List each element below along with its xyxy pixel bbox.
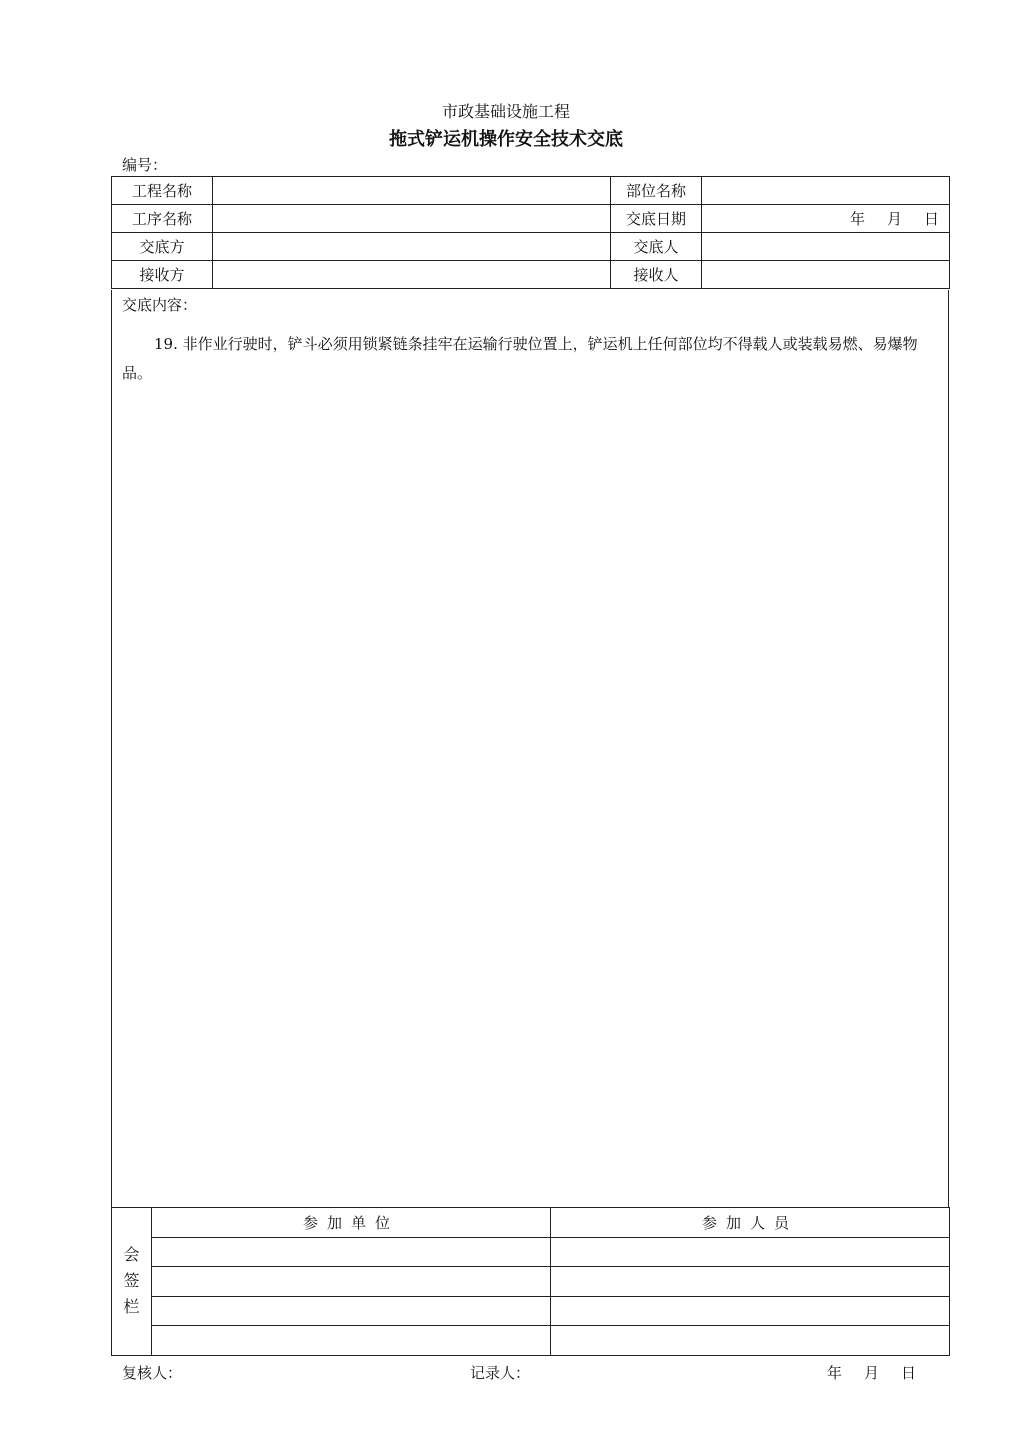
unit-cell[interactable] xyxy=(152,1326,551,1356)
table-row xyxy=(112,1267,950,1297)
code-label: 编号： xyxy=(122,156,168,174)
content-area xyxy=(111,290,949,1207)
table-row xyxy=(112,261,950,289)
receiver-party-field[interactable] xyxy=(213,261,611,289)
doc-title: 拖式铲运机操作安全技术交底 xyxy=(389,129,623,150)
receiver-label: 接收人 xyxy=(611,261,702,289)
table-row xyxy=(112,205,950,233)
receiver-field[interactable] xyxy=(702,261,950,289)
person-cell[interactable] xyxy=(551,1326,950,1356)
reviewer-label: 复核人： xyxy=(122,1364,183,1382)
unit-header: 参加单位 xyxy=(152,1208,551,1238)
footer-month: 月 xyxy=(864,1364,880,1382)
side-char-3: 栏 xyxy=(123,1297,140,1317)
unit-cell[interactable] xyxy=(152,1237,551,1267)
discloser-label: 交底人 xyxy=(611,233,702,261)
side-char-2: 签 xyxy=(123,1271,140,1291)
table-row xyxy=(112,177,950,205)
table-row xyxy=(112,1208,950,1238)
footer-date xyxy=(827,1362,916,1383)
signoff-side-label xyxy=(112,1208,152,1356)
table-row xyxy=(112,233,950,261)
footer-year: 年 xyxy=(827,1364,843,1382)
date-month: 月 xyxy=(886,210,902,228)
date-day: 日 xyxy=(923,210,939,228)
info-table xyxy=(111,176,950,289)
table-row xyxy=(112,1237,950,1267)
part-name-field[interactable] xyxy=(702,177,950,205)
discloser-party-label: 交底方 xyxy=(112,233,213,261)
discloser-field[interactable] xyxy=(702,233,950,261)
doc-subtitle: 市政基础设施工程 xyxy=(441,102,570,121)
process-name-label: 工序名称 xyxy=(112,205,213,233)
table-row xyxy=(112,1326,950,1356)
project-name-field[interactable] xyxy=(213,177,611,205)
date-label: 交底日期 xyxy=(611,205,702,233)
project-name-label: 工程名称 xyxy=(112,177,213,205)
process-name-field[interactable] xyxy=(213,205,611,233)
receiver-party-label: 接收方 xyxy=(112,261,213,289)
footer-day: 日 xyxy=(901,1364,917,1382)
person-cell[interactable] xyxy=(551,1237,950,1267)
recorder-label: 记录人： xyxy=(470,1364,531,1382)
unit-cell[interactable] xyxy=(152,1296,551,1326)
part-name-label: 部位名称 xyxy=(611,177,702,205)
discloser-party-field[interactable] xyxy=(213,233,611,261)
content-text: 19. 非作业行驶时，铲斗必须用锁紧链条挂牢在运输行驶位置上，铲运机上任何部位均不得载人或装载易燃、易爆物品。 xyxy=(122,335,918,382)
side-char-1: 会 xyxy=(123,1245,140,1265)
table-row xyxy=(112,1296,950,1326)
person-cell[interactable] xyxy=(551,1267,950,1297)
content-label: 交底内容： xyxy=(122,296,198,314)
date-field[interactable] xyxy=(702,205,950,233)
signoff-table xyxy=(111,1207,950,1356)
person-header: 参加人员 xyxy=(551,1208,950,1238)
unit-cell[interactable] xyxy=(152,1267,551,1297)
date-year: 年 xyxy=(849,210,865,228)
person-cell[interactable] xyxy=(551,1296,950,1326)
